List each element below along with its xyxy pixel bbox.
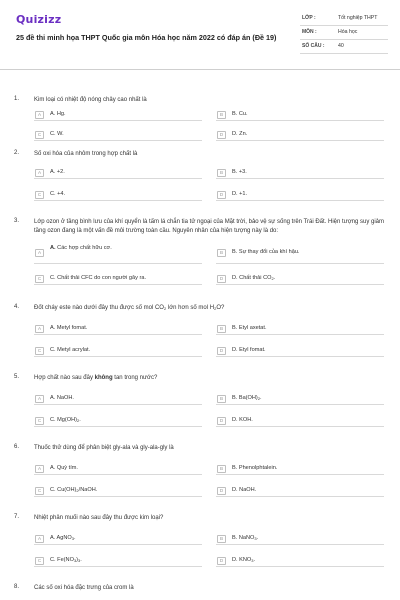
option-text: A. Metyl fomat.: [50, 325, 88, 331]
meta-key: SỐ CÂU :: [302, 43, 325, 49]
option-text-tail: .: [79, 417, 81, 423]
option-c[interactable]: [34, 556, 202, 567]
option-b[interactable]: [216, 110, 384, 121]
option-text: [232, 275, 275, 281]
option-a[interactable]: [34, 168, 202, 179]
quizizz-logo: Quizizz: [16, 13, 62, 26]
option-text-main: C. Cu(OH): [50, 487, 77, 493]
meta-row-subject: [300, 26, 388, 40]
option-b[interactable]: [216, 168, 384, 179]
option-label: A.: [50, 245, 56, 251]
subscript: 3: [73, 558, 77, 563]
subscript: 2: [271, 276, 274, 281]
text-emphasis: không: [94, 375, 113, 381]
option-a[interactable]: [34, 324, 202, 335]
meta-value: Hóa học: [338, 29, 358, 35]
option-text: D. NaOH.: [232, 487, 257, 493]
option-text: [50, 487, 97, 493]
option-text-main: A. AgNO: [50, 535, 72, 541]
option-text: B. Cu.: [232, 111, 248, 117]
option-letter-box: B: [217, 111, 226, 119]
option-c[interactable]: [34, 416, 202, 427]
meta-table: [300, 12, 388, 54]
option-a[interactable]: [34, 244, 202, 264]
option-c[interactable]: [34, 486, 202, 497]
question-number: 3.: [14, 218, 20, 224]
worksheet-title: 25 đề thi minh họa THPT Quốc gia môn Hóa học năm 2022 có đáp án (Đề 19): [16, 33, 277, 42]
option-letter-box: D: [217, 131, 226, 139]
option-d[interactable]: [216, 416, 384, 427]
question-text: Lớp ozon ở tầng bình lưu của khí quyển là tấm lá chắn tia tử ngoại của Mặt trời, bảo vệ sự sống trên Trái Đất. Hiện tượng suy giảm tầng ozon đang là một vấn đề môi trường toàn cầu. Nguyên nhân của hiện tượng này là do:: [34, 219, 384, 234]
option-letter-box: B: [217, 395, 226, 403]
option-letter-box: A: [35, 535, 44, 543]
option-text: [232, 395, 262, 401]
option-text: D. Etyl fomat.: [232, 347, 266, 353]
option-d[interactable]: [216, 130, 384, 141]
option-c[interactable]: [34, 346, 202, 357]
option-text: D. +1.: [232, 191, 248, 197]
option-text-main: D. Chất thải CO: [232, 275, 272, 281]
option-rest: Các hợp chất hữu cơ.: [55, 245, 112, 251]
option-text-tail: .: [273, 275, 276, 281]
option-text: B. Phenolphtalein.: [232, 465, 278, 471]
option-letter-box: A: [35, 169, 44, 177]
question-number: 6.: [14, 444, 20, 450]
option-letter-box: D: [217, 347, 226, 355]
option-text: [50, 417, 81, 423]
option-d[interactable]: [216, 190, 384, 201]
worksheet-header: [0, 0, 400, 70]
option-a[interactable]: [34, 464, 202, 475]
option-text: C. Metyl acrylat.: [50, 347, 91, 353]
option-letter-box: D: [217, 557, 226, 565]
option-text: A. Quỳ tím.: [50, 465, 78, 471]
option-letter-box: C: [35, 557, 44, 565]
option-letter-box: B: [217, 325, 226, 333]
option-letter-box: A: [35, 465, 44, 473]
meta-key: LỚP :: [302, 15, 316, 21]
option-letter-box: C: [35, 191, 44, 199]
option-letter-box: B: [217, 249, 226, 257]
subscript: 2: [257, 396, 261, 401]
question-number: 8.: [14, 584, 20, 590]
option-letter-box: A: [35, 249, 44, 257]
subscript: 2: [214, 306, 217, 311]
option-c[interactable]: [34, 190, 202, 201]
option-letter-box: B: [217, 465, 226, 473]
option-letter-box: C: [35, 347, 44, 355]
meta-row-class: [300, 12, 388, 26]
option-b[interactable]: [216, 244, 384, 264]
option-text: B. Etyl axetat.: [232, 325, 267, 331]
option-text-tail: .: [253, 557, 256, 563]
subscript: 3: [71, 536, 74, 541]
option-text: C. +4.: [50, 191, 66, 197]
option-text-tail: .: [74, 535, 76, 541]
option-text: [50, 535, 76, 541]
option-text-main: C. Fe(NO: [50, 557, 74, 563]
option-text: B. Sự thay đổi của khí hậu.: [232, 249, 300, 255]
option-text: A. Hg.: [50, 111, 66, 117]
question-number: 5.: [14, 374, 20, 380]
option-letter-box: C: [35, 487, 44, 495]
option-b[interactable]: [216, 394, 384, 405]
option-letter-box: C: [35, 275, 44, 283]
text-part: tan trong nước?: [112, 375, 158, 381]
subscript: 3: [254, 536, 257, 541]
option-d[interactable]: [216, 346, 384, 357]
option-text: D. Zn.: [232, 131, 248, 137]
option-text: C. W.: [50, 131, 64, 137]
option-letter-box: B: [217, 169, 226, 177]
option-text-tail: ): [76, 557, 79, 563]
meta-value: 40: [338, 43, 344, 49]
question-text: Thuốc thử dùng để phân biệt gly-ala và gly-ala-gly là: [34, 445, 174, 451]
question-text: [34, 304, 386, 313]
question-number: 4.: [14, 304, 20, 310]
option-d[interactable]: [216, 556, 384, 567]
option-text: C. Chất thải CFC do con người gây ra.: [50, 275, 147, 281]
option-letter-box: C: [35, 417, 44, 425]
question-text: Các số oxi hóa đặc trưng của crom là: [34, 585, 134, 591]
question-number: 7.: [14, 514, 20, 520]
option-letter-box: B: [217, 535, 226, 543]
question-text: Kim loại có nhiệt độ nóng chảy cao nhất là: [34, 97, 147, 103]
option-b[interactable]: [216, 324, 384, 335]
option-c[interactable]: [34, 274, 202, 285]
option-letter-box: D: [217, 487, 226, 495]
option-letter-box: A: [35, 325, 44, 333]
option-text-main: B. Ba(OH): [232, 395, 258, 401]
option-text: D. KOH.: [232, 417, 253, 423]
option-text-tail: /NaOH.: [78, 487, 98, 493]
option-letter-box: A: [35, 395, 44, 403]
meta-key: MÔN :: [302, 29, 317, 35]
subscript: 3: [251, 558, 254, 563]
option-letter-box: D: [217, 417, 226, 425]
text-part: Hợp chất nào sau đây: [34, 375, 95, 381]
option-text-main: B. NaNO: [232, 535, 255, 541]
subscript: 3: [78, 558, 81, 563]
option-letter-box: D: [217, 191, 226, 199]
text-part: O?: [216, 305, 225, 311]
option-letter-box: A: [35, 111, 44, 119]
subscript: 2: [77, 418, 80, 423]
option-text-tail: .: [80, 557, 82, 563]
meta-row-count: [300, 40, 388, 54]
text-part: Đốt cháy este nào dưới đây thu được số mol CO: [34, 305, 164, 311]
option-a[interactable]: [34, 534, 202, 545]
option-text: A. +2.: [50, 169, 65, 175]
option-text: [232, 557, 255, 563]
meta-value: Tốt nghiệp THPT: [338, 15, 378, 21]
question-number: 1.: [14, 96, 20, 102]
option-letter-box: D: [217, 275, 226, 283]
option-letter-box: C: [35, 131, 44, 139]
option-text: [50, 557, 82, 563]
option-text: B. +3.: [232, 169, 247, 175]
option-text-main: C. Mg(OH): [50, 417, 78, 423]
option-d[interactable]: [216, 274, 384, 285]
option-text: [50, 245, 112, 251]
option-d[interactable]: [216, 486, 384, 497]
question-text: Số oxi hóa của nhôm trong hợp chất là: [34, 151, 138, 157]
text-part: lớn hơn số mol H: [166, 305, 215, 311]
question-text: Nhiệt phân muối nào sau đây thu được kim loại?: [34, 515, 164, 521]
option-text-tail: .: [260, 395, 262, 401]
option-text-main: D. KNO: [232, 557, 252, 563]
option-text: [232, 535, 258, 541]
subscript: 2: [76, 488, 79, 493]
option-a[interactable]: [34, 394, 202, 405]
option-b[interactable]: [216, 464, 384, 475]
option-text-tail: .: [256, 535, 259, 541]
option-b[interactable]: [216, 534, 384, 545]
option-a[interactable]: [34, 110, 202, 121]
question-number: 2.: [14, 150, 20, 156]
option-c[interactable]: [34, 130, 202, 141]
option-text: A. NaOH.: [50, 395, 74, 401]
subscript: 2: [163, 306, 167, 311]
question-text: [34, 374, 386, 383]
